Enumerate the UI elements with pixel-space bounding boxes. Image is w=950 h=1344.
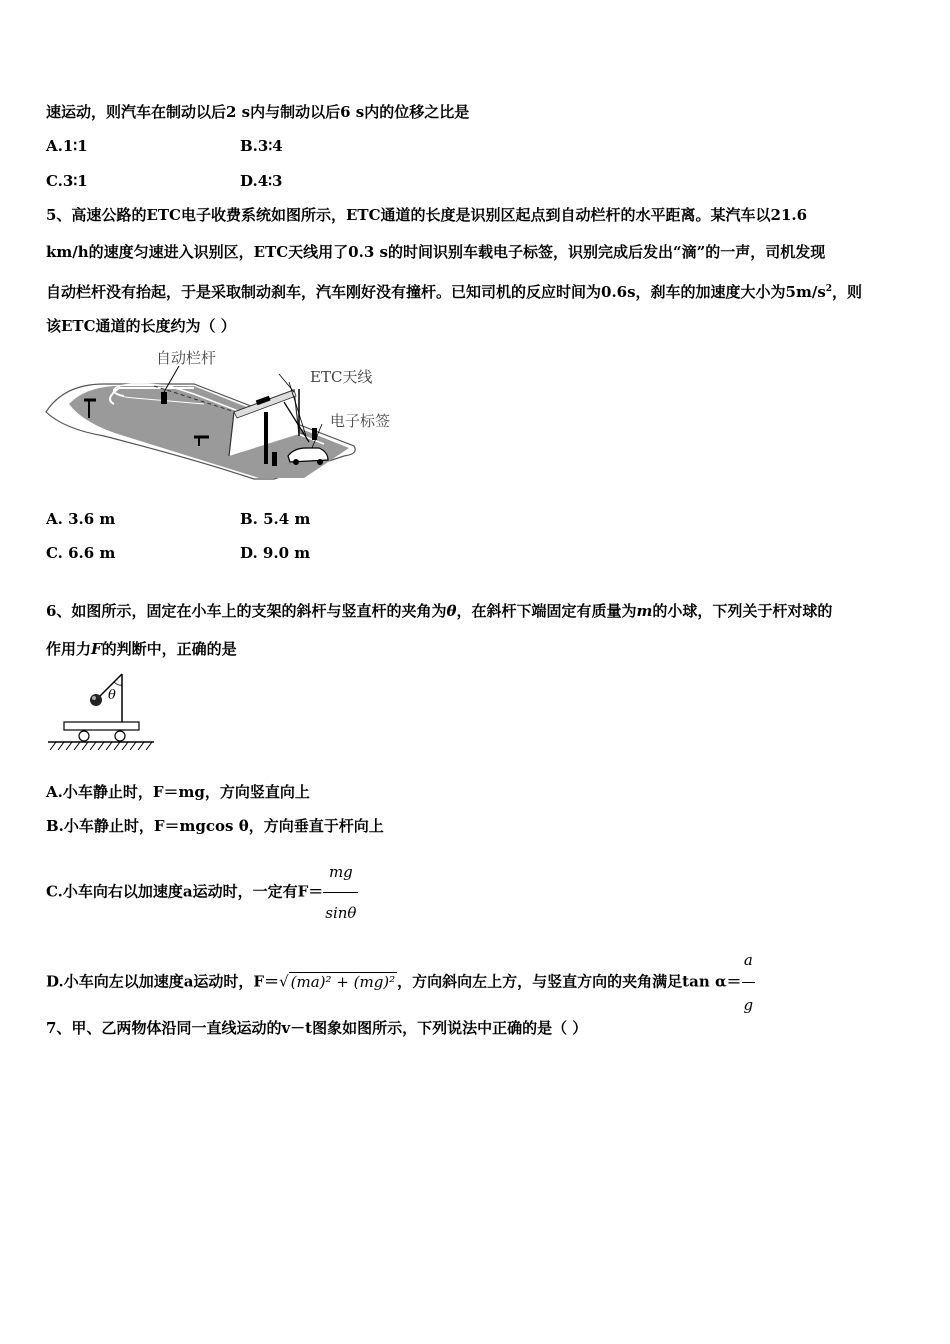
cart-theta-label: θ [108,688,116,703]
q6-line2: 作用力F的判断中，正确的是 [46,640,237,658]
label-electronic-tag: 电子标签 [330,412,391,430]
q5-option-a: A. 3.6 m [46,510,116,528]
q5-option-d: D. 9.0 m [240,544,311,562]
q4-text: 速运动，则汽车在制动以后2 s内与制动以后6 s内的位移之比是 [46,103,470,121]
q5-option-c: C. 6.6 m [46,544,116,562]
q5-line2: km/h的速度匀速进入识别区，ETC天线用了0.3 s的时间识别车载电子标签，识别完成后发出“滴”的一声，司机发现 [46,243,826,261]
fraction-mg-sin: $\frac{mg}{\sin\theta}$ [323,852,358,933]
q5-line4: 该ETC通道的长度约为（ ） [46,317,236,335]
q6-option-d: D.小车向左以加速度a运动时，F＝√ (ma)² + (mg)² ，方向斜向左上方，与竖直方向的夹角满足tan α＝ $\frac{a}{g}$ [46,938,755,1027]
q6-option-a: A.小车静止时，F＝mg，方向竖直向上 [46,783,310,801]
q7-text: 7、甲、乙两物体沿同一直线运动的v－t图象如图所示，下列说法中正确的是（ ） [46,1019,588,1037]
q6-line1: 6、如图所示，固定在小车上的支架的斜杆与竖直杆的夹角为θ，在斜杆下端固定有质量为m的小球，下列关于杆对球的 [46,602,833,620]
q6-option-c: C.小车向右以加速度a运动时，一定有F＝ $\frac{mg}{\sin\theta}$ [46,852,358,933]
q4-option-c: C.3∶1 [46,172,88,190]
q6-option-b: B.小车静止时，F＝mgcos θ，方向垂直于杆向上 [46,817,384,835]
q5-line3: 自动栏杆没有抬起，于是采取制动刹车，汽车刚好没有撞杆。已知司机的反应时间为0.6s，刹车的加速度大小为$5m/s^2$，则 [46,283,863,301]
sqrt-expression: √ (ma)² + (mg)² [279,972,396,991]
q4-option-a: A.1∶1 [46,137,88,155]
q5-option-b: B. 5.4 m [240,510,311,528]
fraction-a-g: $\frac{a}{g}$ [742,938,756,1027]
q4-option-d: D.4∶3 [240,172,283,190]
label-auto-bar: 自动栏杆 [156,349,217,367]
q5-line1: 5、高速公路的ETC电子收费系统如图所示，ETC通道的长度是识别区起点到自动栏杆的水平距离。某汽车以21.6 [46,206,808,224]
cart-figure [44,668,156,754]
label-etc-antenna: ETC天线 [310,368,373,386]
q4-option-b: B.3∶4 [240,137,283,155]
